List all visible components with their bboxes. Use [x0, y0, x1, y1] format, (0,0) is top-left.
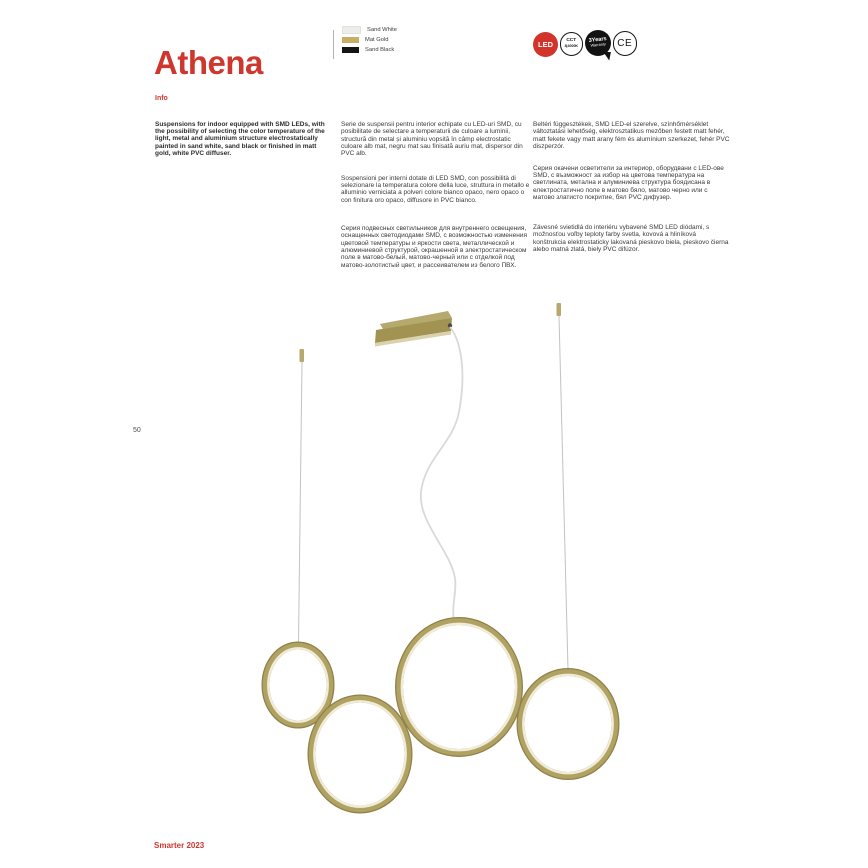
- wire-ferrule-left: [300, 349, 305, 362]
- ring-outer-edge: [266, 646, 331, 725]
- finish-row-sand-black: [342, 47, 397, 54]
- finish-swatch-sand-black: [342, 47, 359, 53]
- info-heading: Info: [155, 95, 168, 102]
- canopy-front-face: [375, 318, 452, 343]
- cable-connector: [448, 323, 452, 327]
- finish-label: Sand White: [367, 27, 397, 34]
- info-paragraph-it: Sospensioni per interni dotate di LED SMD, con possibilità di selezionare la temperatura colore della luce, struttura in metallo e alluminio verniciata a polveri colore bianco opaco, nero opaco o con finitura oro opaco, diffusore in PVC bianco.: [341, 174, 530, 204]
- ring-band: [312, 699, 409, 810]
- led-ring-1: [266, 646, 331, 725]
- ring-diffuser: [523, 675, 612, 773]
- led-ring-2: [312, 699, 409, 810]
- warranty-badge-icon: [585, 30, 611, 56]
- ring-outer-edge: [521, 672, 616, 776]
- info-paragraph-bg: Серия окачени осветители за интериор, оборудвани с LED-ове SMD, с възможност за избор на цветова температура на светлината, метална и алуминиева структура боядисана в електростатично поле в матово бяло, матово черно или с матово златисто покритие, бял PVC дифузер.: [533, 164, 724, 201]
- led-badge-label: LED: [538, 39, 553, 49]
- ring-outer-edge: [399, 621, 519, 753]
- ring-band: [399, 621, 519, 753]
- finish-label: Mat Gold: [365, 37, 389, 44]
- power-cable: [421, 327, 463, 617]
- ring-diffuser: [268, 648, 327, 721]
- ce-label: CE: [617, 37, 633, 49]
- finish-swatch-mat-gold: [342, 37, 359, 43]
- header-divider: [333, 30, 334, 59]
- footer-edition: Smarter 2023: [154, 841, 205, 850]
- page-number: 50: [133, 427, 141, 434]
- ceiling-canopy: [375, 311, 452, 347]
- led-badge-icon: [533, 32, 558, 57]
- finish-label: Sand Black: [365, 47, 395, 54]
- finish-swatch-sand-white: [342, 26, 361, 34]
- cct-kelvin-label: 3|4000K: [564, 43, 579, 48]
- info-paragraph-sk: Závesné svietidlá do interiéru vybavené SMD LED diódami, s možnosťou voľby teploty farby svetla, kovová a hliníková konštrukcia elektrostaticky lakovaná pieskovo biela, pieskovo čierna alebo matná zlatá, biely PVC difúzor.: [533, 224, 729, 254]
- ce-mark-icon: [613, 31, 638, 56]
- ring-band: [266, 646, 331, 725]
- speech-bubble-tail: [603, 52, 611, 61]
- suspension-wire-right: [559, 316, 568, 669]
- warranty-label: Warranty: [590, 42, 607, 49]
- page-title: Athena: [154, 44, 263, 82]
- info-paragraph-en: Suspensions for indoor equipped with SMD LEDs, with the possibility of selecting the color temperature of the light, metal and aluminium structure electrostatically painted in sand white, sand black or finished in matt gold, white PVC diffuser.: [155, 120, 325, 157]
- cct-badge-label: CCT: [566, 38, 577, 44]
- finish-row-mat-gold: [342, 37, 397, 44]
- ring-diffuser: [314, 701, 405, 806]
- cct-badge-icon: [560, 32, 584, 56]
- ring-outer-edge: [312, 699, 409, 810]
- suspension-wire-left: [299, 361, 303, 643]
- info-paragraph-ro: Serie de suspensii pentru interior echipate cu LED-uri SMD, cu posibilitate de selectare a temperaturii de culoare a luminii, structură din metal și aluminiu vopsită în câmp electrostatic culoare alb mat, negru mat sau finisată auriu mat, dispersor din PVC alb.: [341, 121, 523, 158]
- canopy-top-face: [380, 311, 452, 331]
- led-ring-3: [399, 621, 519, 753]
- warranty-years-label: 3Years: [588, 35, 607, 44]
- wire-ferrule-right: [557, 303, 562, 316]
- led-ring-4: [521, 672, 616, 776]
- ring-band: [521, 672, 616, 776]
- info-paragraph-hu: Beltéri függesztékek, SMD LED-el szerelve, színhőmérséklet változtatási lehetőség, elektrosztatikus mezőben festett matt fehér, matt fekete vagy matt arany fém és alumínium szerkezet, fehér PVC diszperzór.: [533, 121, 730, 151]
- finish-legend: [342, 27, 397, 54]
- canopy-bottom-strip: [375, 331, 451, 347]
- finish-row-sand-white: [342, 27, 397, 34]
- info-paragraph-ru: Серия подвесных светильников для внутреннего освещения, оснащенных светодиодами SMD, с возможностью изменения цветовой температуры и яркости света, металлической и алюминиевой структурой, окрашенной в электростатическом поле в матово-белый, матово-черный или с отделкой под матово-золотистый цвет, и рассеивателем из белого ПВХ.: [341, 225, 527, 269]
- ring-diffuser: [402, 624, 516, 750]
